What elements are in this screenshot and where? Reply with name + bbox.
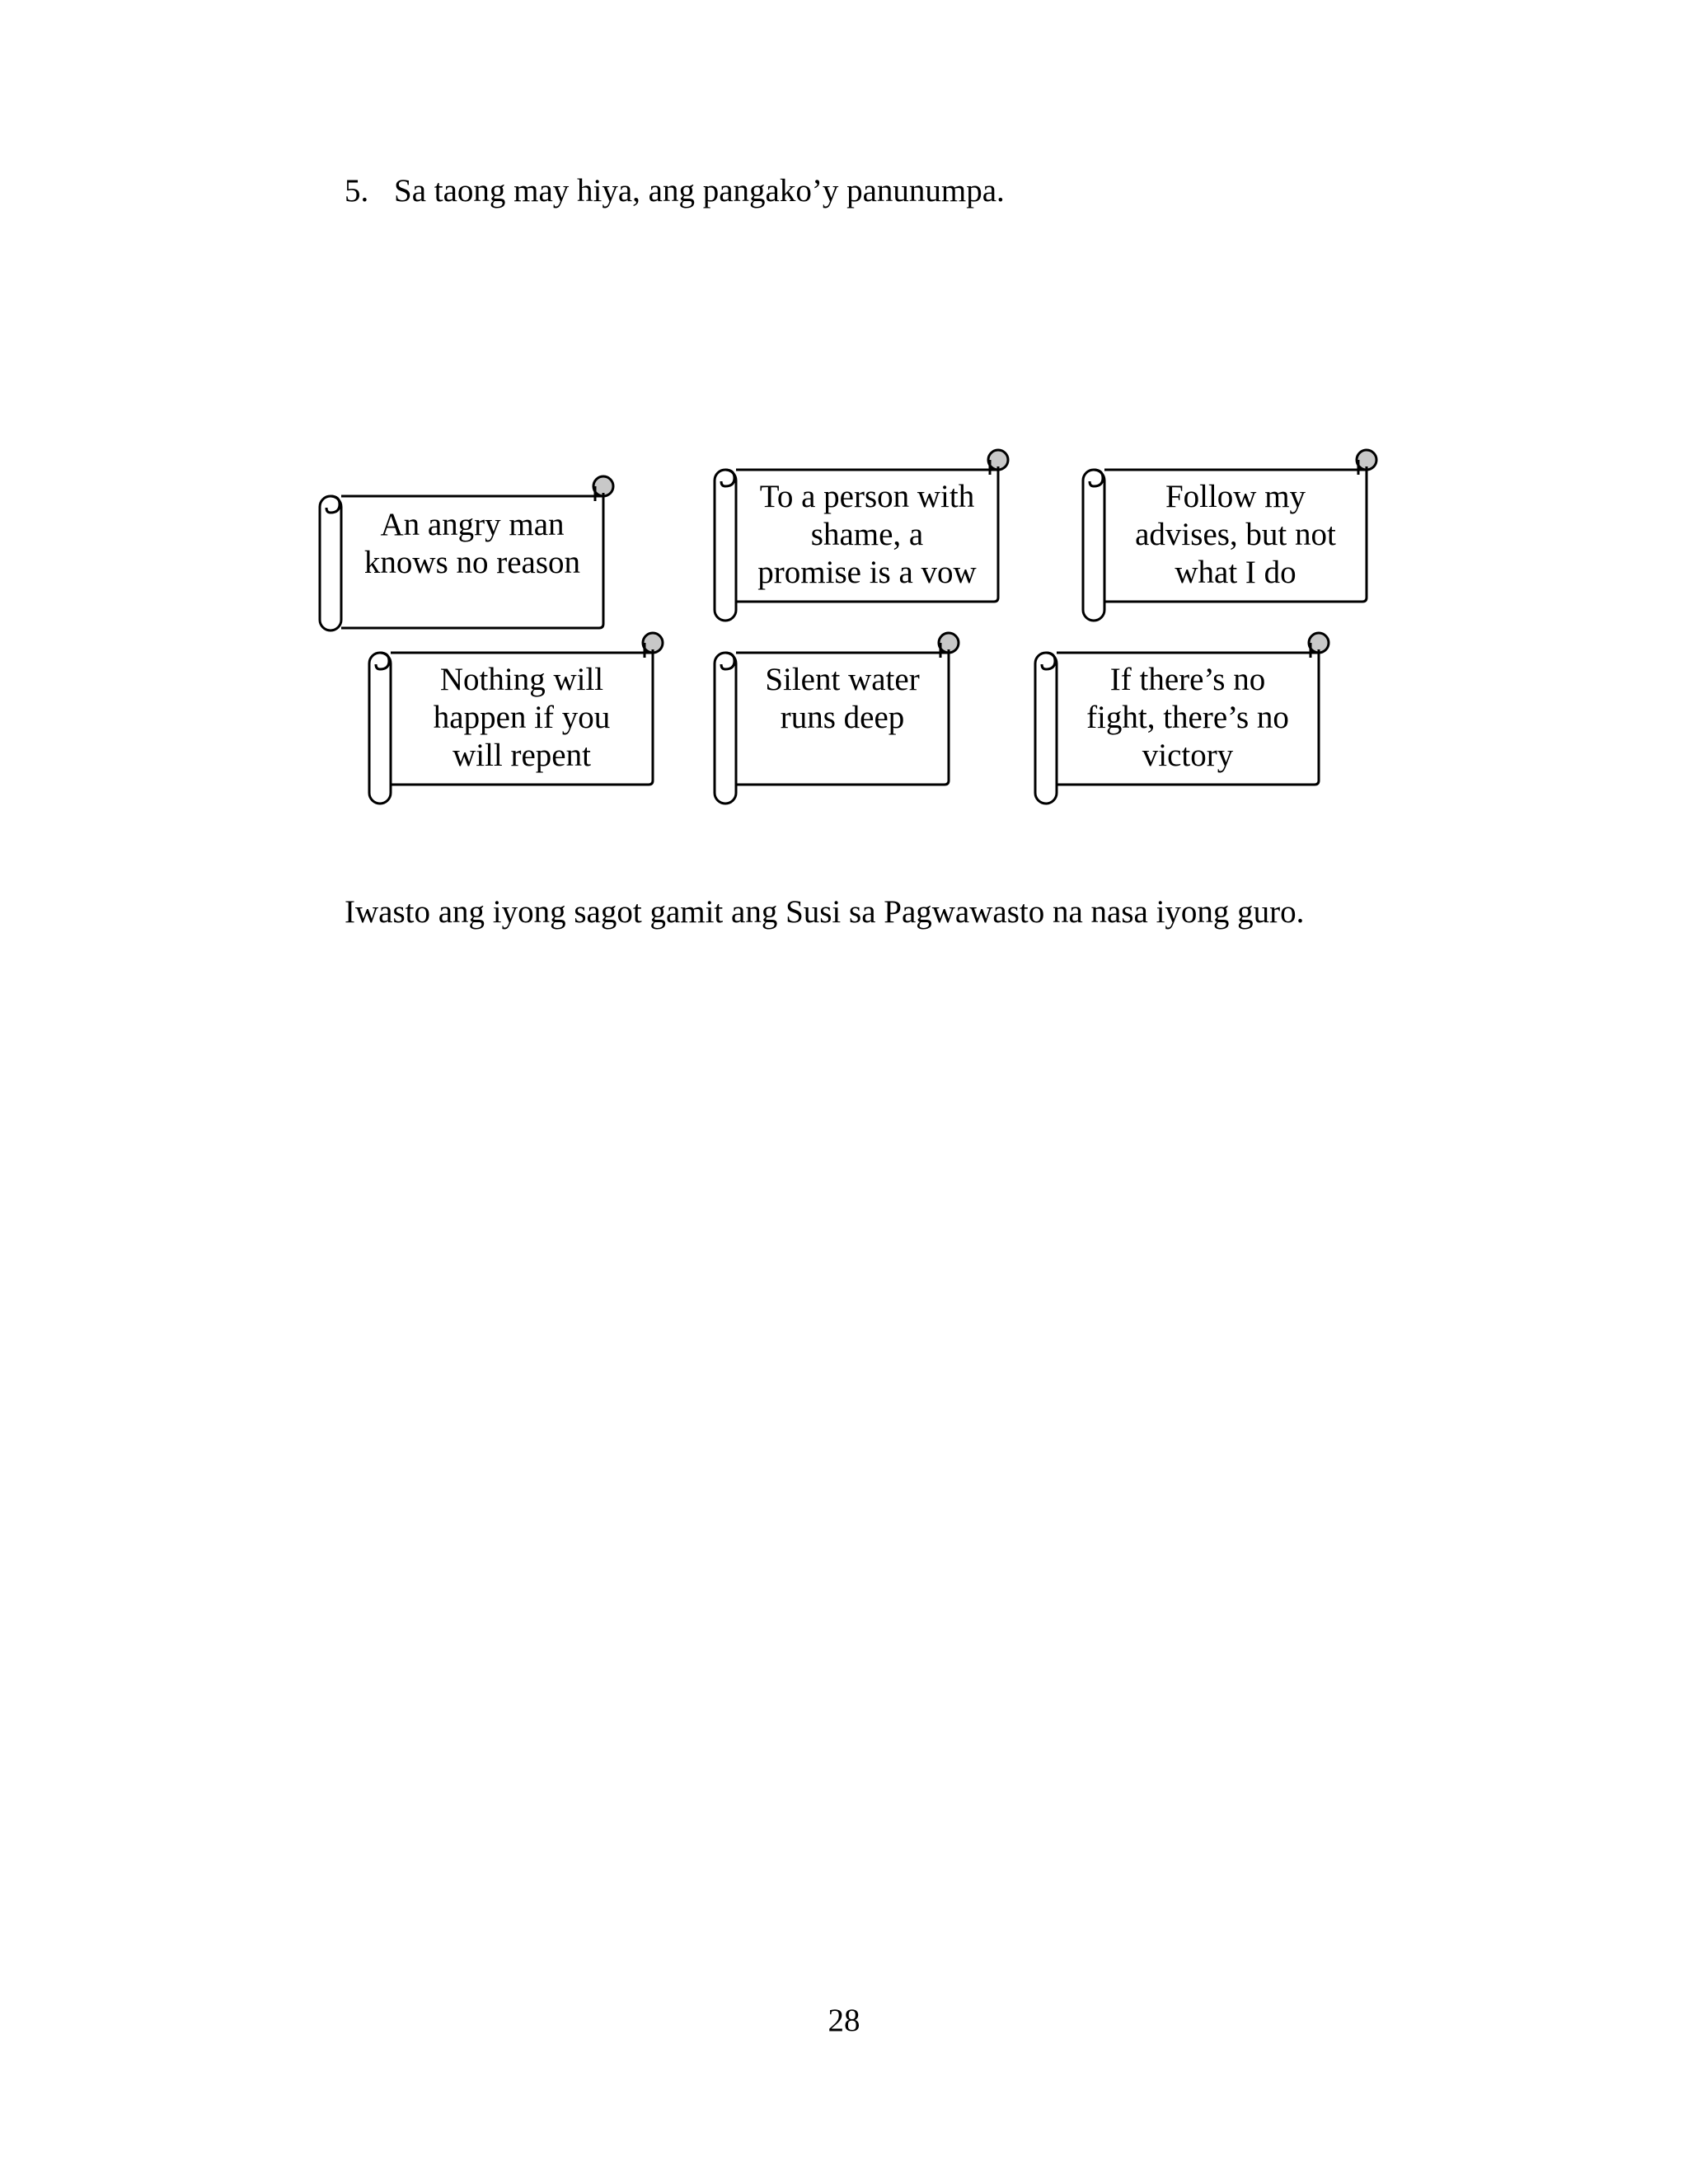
scroll-card	[1035, 633, 1332, 806]
scroll-text: To a person with shame, a promise is a vow	[757, 479, 977, 590]
scroll-text: Silent water runs deep	[765, 662, 920, 735]
item-number: 5.	[345, 173, 369, 209]
scroll-text: Nothing will happen if you will repent	[433, 662, 611, 773]
exercise-item	[345, 175, 1005, 207]
scroll-card	[369, 633, 666, 806]
scroll-text: An angry man knows no reason	[363, 507, 581, 580]
scroll-card	[320, 476, 617, 649]
scroll-text: Follow my advises, but not what I do	[1135, 479, 1336, 590]
scroll-card	[715, 633, 962, 806]
instruction-text: Iwasto ang iyong sagot gamit ang Susi sa Pagwawasto na nasa iyong guro.	[345, 894, 1305, 930]
item-text: Sa taong may hiya, ang pangako’y panunumpa.	[394, 173, 1005, 209]
scroll-text: If there’s no fight, there’s no victory	[1086, 662, 1289, 773]
scroll-card	[715, 450, 1011, 623]
page-number: 28	[828, 2003, 860, 2038]
scroll-card	[1083, 450, 1380, 623]
